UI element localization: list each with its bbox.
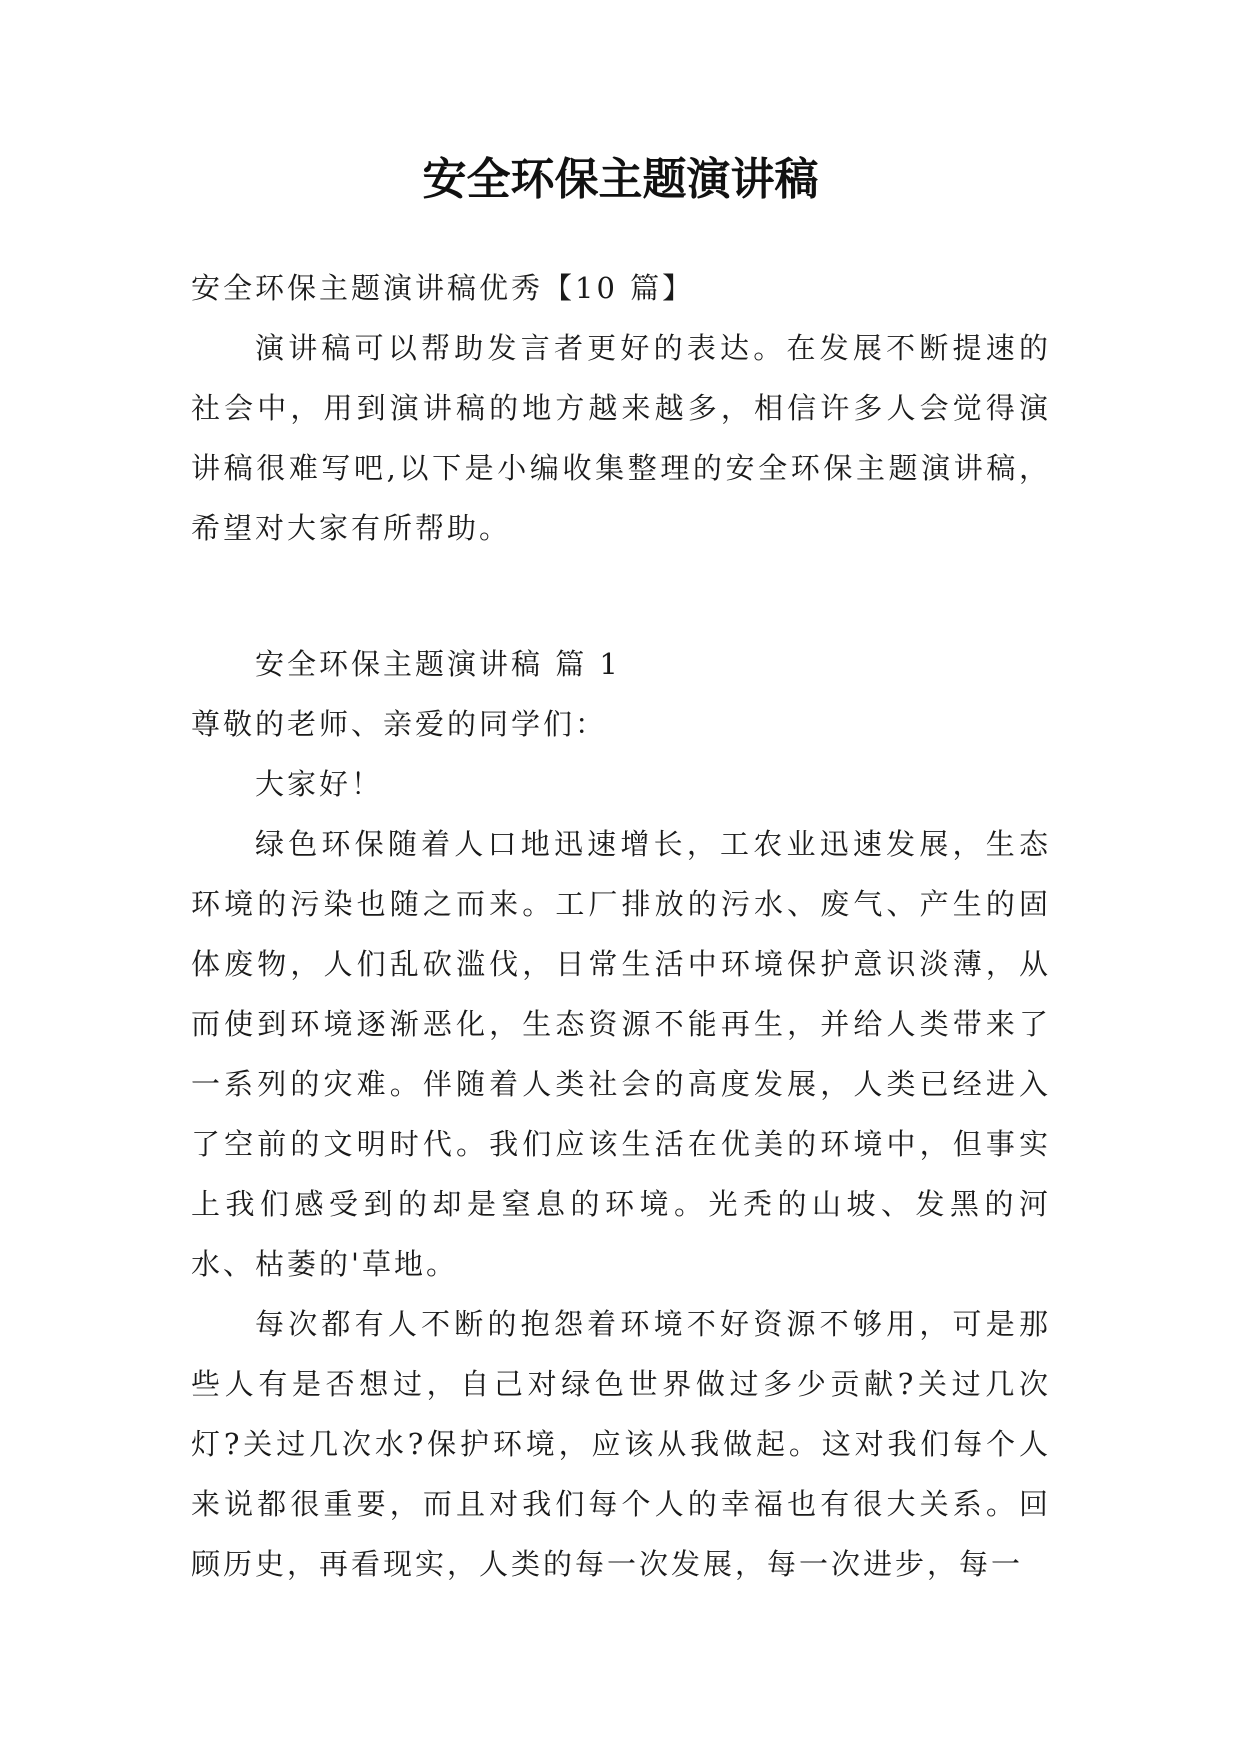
intro-paragraph: 演讲稿可以帮助发言者更好的表达。在发展不断提速的社会中，用到演讲稿的地方越来越多，相信许多人会觉得演讲稿很难写吧,以下是小编收集整理的安全环保主题演讲稿，希望对大家有所帮助。 xyxy=(191,331,1051,545)
section-spacer xyxy=(191,558,1051,634)
section-heading: 安全环保主题演讲稿 篇 1 xyxy=(255,647,621,681)
page-title: 安全环保主题演讲稿 xyxy=(422,154,819,205)
salutation: 尊敬的老师、亲爱的同学们： xyxy=(191,707,608,741)
greeting: 大家好！ xyxy=(255,767,384,801)
document-subtitle: 安全环保主题演讲稿优秀【10 篇】 xyxy=(191,271,695,305)
body-paragraph: 绿色环保随着人口地迅速增长，工农业迅速发展，生态环境的污染也随之而来。工厂排放的污水、废气、产生的固体废物，人们乱砍滥伐，日常生活中环境保护意识淡薄，从而使到环境逐渐恶化，生态资源不能再生，并给人类带来了一系列的灾难。伴随着人类社会的高度发展，人类已经进入了空前的文明时代。我们应该生活在优美的环境中，但事实上我们感受到的却是窒息的环境。光秃的山坡、发黑的河水、枯萎的'草地。 xyxy=(191,827,1051,1281)
document-body xyxy=(191,258,1051,1594)
body-paragraph: 每次都有人不断的抱怨着环境不好资源不够用，可是那些人有是否想过，自己对绿色世界做过多少贡献?关过几次灯?关过几次水?保护环境，应该从我做起。这对我们每个人来说都很重要，而且对我们每个人的幸福也有很大关系。回顾历史，再看现实，人类的每一次发展，每一次进步，每一 xyxy=(191,1307,1051,1581)
